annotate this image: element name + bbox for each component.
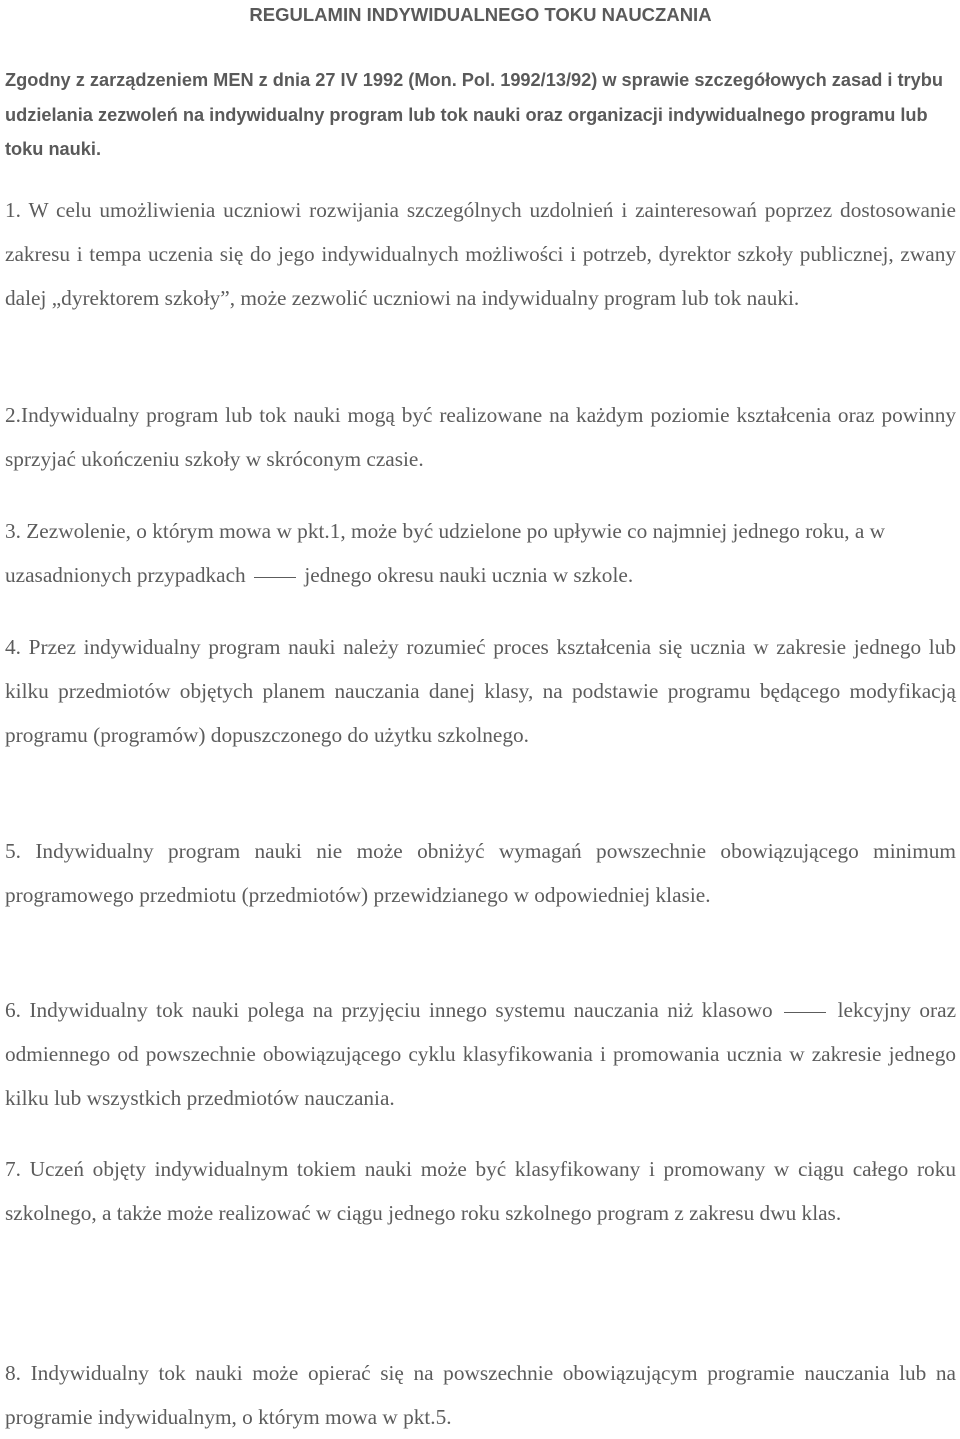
paragraph-4: 4. Przez indywidualny program nauki należy rozumieć proces kształcenia się ucznia w zakresie jednego lub kilku przedmiotów objętych planem nauczania danej klasy, na podstawie programu będącego modyfikacją programu (programów) dopuszczonego do użytku szkolnego. [5,635,956,747]
paragraph-3 [5,509,956,597]
paragraph-3-text-after: jednego okresu nauki ucznia w szkole. [304,563,634,587]
paragraph-2: 2.Indywidualny program lub tok nauki mogą być realizowane na każdym poziomie kształcenia oraz powinny sprzyjać ukończeniu szkoły w skróconym czasie. [5,403,956,471]
paragraph-8: 8. Indywidualny tok nauki może opierać się na powszechnie obowiązującym programie nauczania lub na programie indywidualnym, o którym mowa w pkt.5. [5,1361,956,1429]
paragraph-7: 7. Uczeń objęty indywidualnym tokiem nauki może być klasyfikowany i promowany w ciągu całego roku szkolnego, a także może realizować w ciągu jednego roku szkolnego program z zakresu dwu klas. [5,1157,956,1225]
paragraph-3-text-before: 3. Zezwolenie, o którym mowa w pkt.1, może być udzielone po upływie co najmniej jednego roku, a w uzasadnionych przypadkach [5,519,886,587]
em-dash-line [254,577,296,578]
paragraph-6-text-before: 6. Indywidualny tok nauki polega na przyjęciu innego systemu nauczania niż klasowo [5,998,773,1022]
paragraph-6 [5,988,956,1120]
em-dash-line [784,1012,826,1013]
document-title: REGULAMIN INDYWIDUALNEGO TOKU NAUCZANIA [249,4,712,25]
paragraph-1: 1. W celu umożliwienia uczniowi rozwijania szczególnych uzdolnień i zainteresowań poprzez dostosowanie zakresu i tempa uczenia się do jego indywidualnych możliwości i potrzeb, dyrektor szkoły publicznej, zwany dalej „dyrektorem szkoły”, może zezwolić uczniowi na indywidualny program lub tok nauki. [5,198,956,310]
paragraph-6-text-after: lekcyjny oraz odmiennego od powszechnie obowiązującego cyklu klasyfikowania i promowania ucznia w zakresie jednego kilku lub wszystkich przedmiotów nauczania. [5,998,957,1110]
document-intro: Zgodny z zarządzeniem MEN z dnia 27 IV 1992 (Mon. Pol. 1992/13/92) w sprawie szczegółowych zasad i trybu udzielania zezwoleń na indywidualny program lub tok nauki oraz organizacji indywidualnego programu lub toku nauki. [5,70,943,159]
paragraph-5: 5. Indywidualny program nauki nie może obniżyć wymagań powszechnie obowiązującego minimum programowego przedmiotu (przedmiotów) przewidzianego w odpowiedniej klasie. [5,839,956,907]
